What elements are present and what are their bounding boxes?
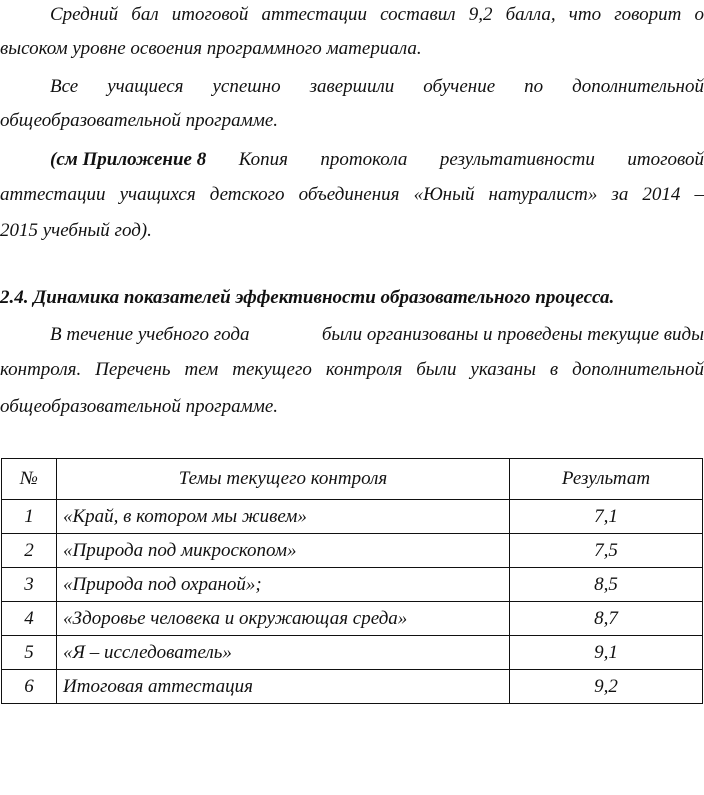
text-line: высоком уровне освоения программного материала.: [0, 38, 422, 59]
text-word: натуралист»: [488, 184, 598, 205]
table-row: [2, 602, 703, 636]
text-word: в: [549, 359, 559, 380]
text-word: итоговой: [627, 149, 704, 170]
text-word: аттестации: [0, 184, 106, 205]
header-result: Результат: [510, 459, 703, 500]
table-row: [2, 670, 703, 704]
text-word: протокола: [320, 149, 408, 170]
text-word: Копия: [238, 149, 288, 170]
text-word: Средний: [50, 4, 119, 25]
row-number: 3: [2, 568, 57, 602]
text-word: за: [611, 184, 629, 205]
text-word: контроля: [325, 359, 403, 380]
header-number: №: [2, 459, 57, 500]
row-result: 9,1: [510, 636, 703, 670]
text-word: по: [524, 76, 544, 97]
text-word: были: [416, 359, 457, 380]
row-number: 5: [2, 636, 57, 670]
row-topic: «Я – исследователь»: [57, 636, 510, 670]
text-word: В течение учебного года: [50, 324, 250, 345]
text-line: [0, 320, 704, 350]
text-word: аттестации: [261, 4, 368, 25]
text-line: 2015 учебный год).: [0, 220, 152, 241]
text-word: что: [568, 4, 602, 25]
text-word: были организованы и проведены текущие виды: [321, 324, 704, 345]
table-row: [2, 500, 703, 534]
text-word: тем: [184, 359, 219, 380]
control-results-table: [1, 458, 703, 704]
text-word: учащихся: [119, 184, 196, 205]
text-word: завершили: [309, 76, 395, 97]
text-word: (см Приложение 8: [50, 149, 207, 170]
text-word: учащиеся: [107, 76, 184, 97]
text-line: [0, 180, 704, 210]
row-topic: Итоговая аттестация: [57, 670, 510, 704]
text-word: детского: [209, 184, 285, 205]
text-word: составил: [380, 4, 456, 25]
text-word: о: [694, 4, 704, 25]
row-result: 8,7: [510, 602, 703, 636]
text-word: –: [694, 184, 704, 205]
text-line: [0, 72, 704, 102]
text-word: результативности: [439, 149, 595, 170]
table-row: [2, 568, 703, 602]
text-word: Перечень: [95, 359, 171, 380]
row-topic: «Край, в котором мы живем»: [57, 500, 510, 534]
row-result: 8,5: [510, 568, 703, 602]
text-word: балла,: [505, 4, 556, 25]
text-word: текущего: [232, 359, 312, 380]
row-number: 1: [2, 500, 57, 534]
text-word: говорит: [614, 4, 682, 25]
section-heading: 2.4. Динамика показателей эффективности образовательного процесса.: [0, 287, 615, 308]
row-result: 9,2: [510, 670, 703, 704]
row-topic: «Природа под микроскопом»: [57, 534, 510, 568]
text-line: общеобразовательной программе.: [0, 110, 279, 131]
text-word: дополнительной: [572, 359, 704, 380]
table-row: [2, 636, 703, 670]
row-number: 6: [2, 670, 57, 704]
row-topic: «Природа под охраной»;: [57, 568, 510, 602]
text-word: обучение: [423, 76, 496, 97]
text-word: 9,2: [468, 4, 493, 25]
text-word: Все: [50, 76, 79, 97]
header-topic: Темы текущего контроля: [57, 459, 510, 500]
text-word: дополнительной: [572, 76, 704, 97]
text-word: бал: [131, 4, 159, 25]
row-result: 7,5: [510, 534, 703, 568]
text-word: успешно: [212, 76, 281, 97]
text-line: общеобразовательной программе.: [0, 396, 279, 417]
text-word: 2014: [642, 184, 681, 205]
row-number: 4: [2, 602, 57, 636]
text-line: [0, 0, 704, 30]
row-number: 2: [2, 534, 57, 568]
text-word: указаны: [470, 359, 536, 380]
text-line: [0, 355, 704, 385]
table-header-row: [2, 459, 703, 500]
text-word: контроля.: [0, 359, 82, 380]
text-word: итоговой: [171, 4, 249, 25]
table-row: [2, 534, 703, 568]
text-word: объединения: [298, 184, 400, 205]
text-word: «Юный: [413, 184, 475, 205]
row-topic: «Здоровье человека и окружающая среда»: [57, 602, 510, 636]
text-line: [0, 145, 704, 175]
row-result: 7,1: [510, 500, 703, 534]
